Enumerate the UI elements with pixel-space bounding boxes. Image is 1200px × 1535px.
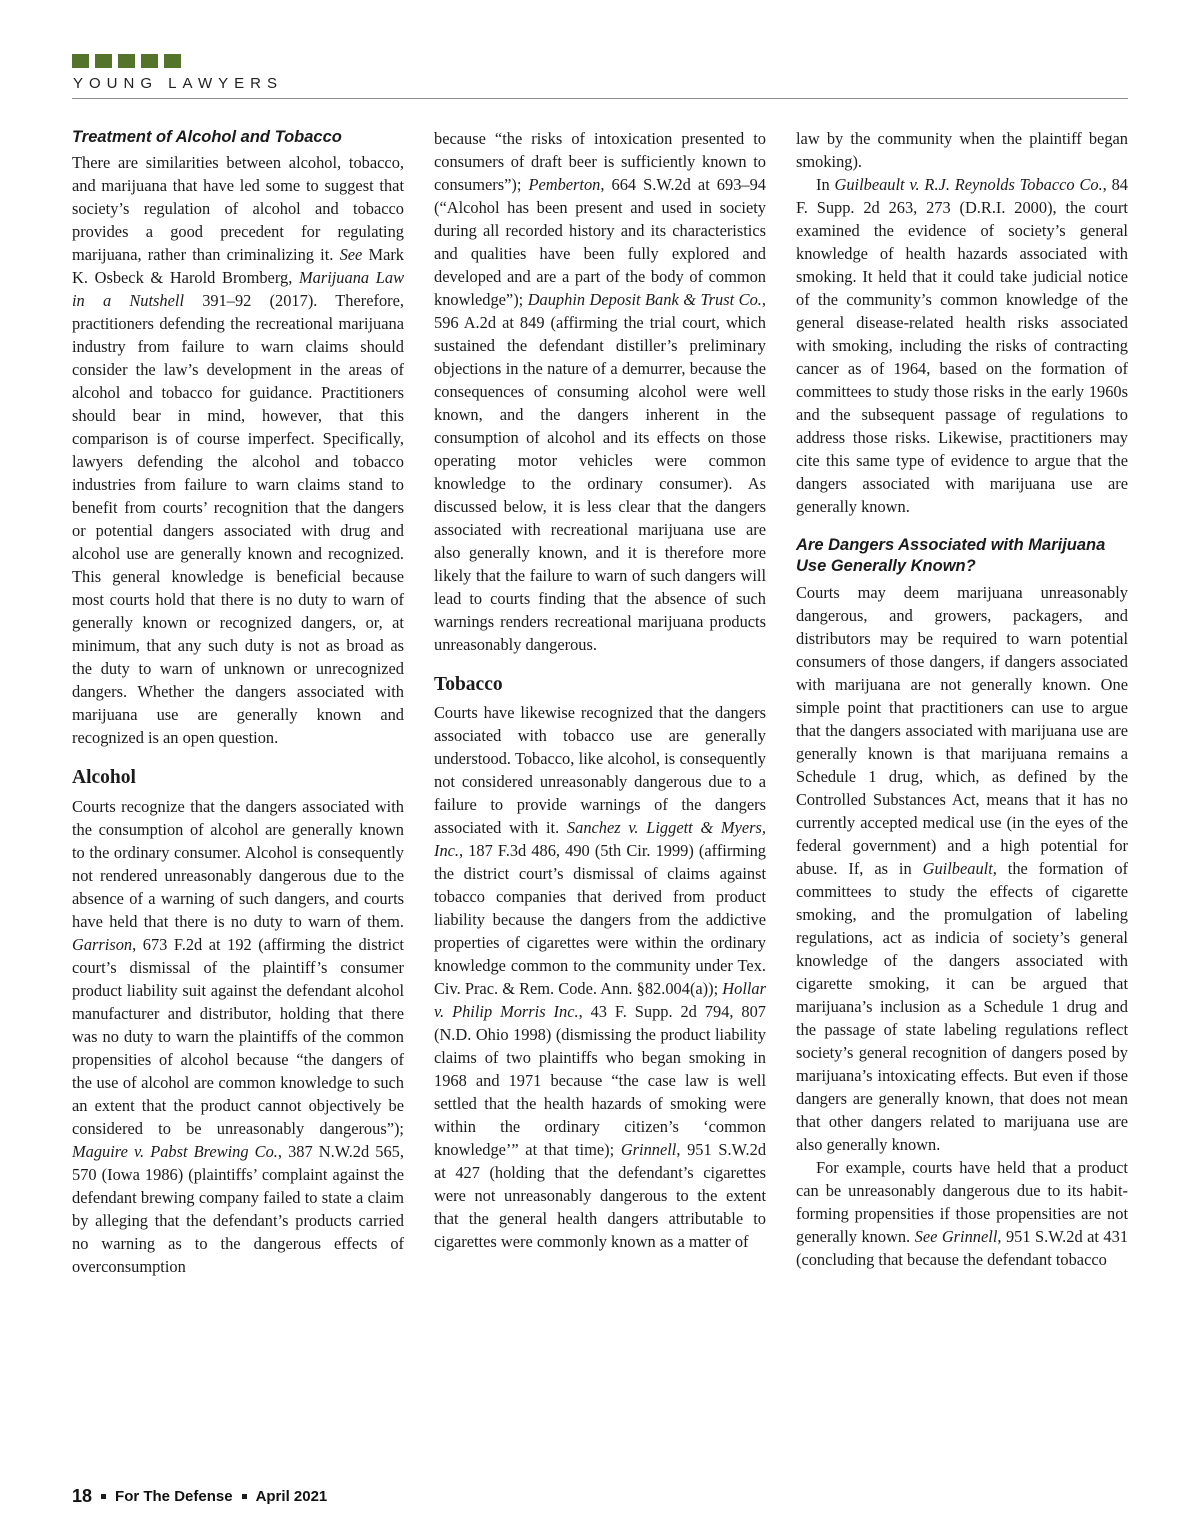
citation-text: Hollar v. Philip Morris Inc. (434, 979, 766, 1022)
article-body (72, 127, 1128, 1278)
green-square-icon (164, 54, 181, 68)
article-column-3 (796, 127, 1128, 1278)
article-column-1 (72, 127, 404, 1278)
green-square-icon (72, 54, 89, 68)
body-text: , 664 S.W.2d at 693–94 (“Alcohol has been present and used in society during all recorded history and its characteristics and qualities have been fully explored and developed and are a part of the body of common knowledge”); (434, 175, 766, 309)
body-text: 391–92 (2017). Therefore, practitioners defending the recreational marijuana industry from failure to warn claims should consider the law’s development in the areas of alcohol and tobacco for guidance. Practitioners should bear in mind, however, that this comparison is of course imperfect. Specifically, lawyers defending the alcohol and tobacco industries from failure to warn claims stand to benefit from courts’ recognition that the dangers or potential dangers associated with drug and alcohol use are generally known and recognized. This general knowledge is beneficial because most courts hold that there is no duty to warn of generally known or recognized dangers, or, at minimum, that any such duty is not as broad as the duty to warn of unknown or unrecognized dangers. Whether the dangers associated with marijuana use are generally known and recognized is an open question. (72, 291, 404, 748)
body-text: , 596 A.2d at 849 (affirming the trial court, which sustained the defendant distiller’s preliminary objections in the nature of a demurrer, because the consequences of consuming alcohol were well known, and the dangers inherent in the consumption of alcohol and its effects on those operating motor vehicles were common knowledge to the ordinary consumer). As discussed below, it is less clear that the dangers associated with recreational marijuana use are also generally known, and it is therefore more likely that the failure to warn of such dangers will lead to courts finding that the absence of such warnings renders recreational marijuana products unreasonably dangerous. (434, 290, 766, 654)
footer-square-bullet (101, 1494, 106, 1499)
body-text: , 387 N.W.2d 565, 570 (Iowa 1986) (plaintiffs’ complaint against the defendant brewing company failed to state a claim by alleging that the defendant’s products carried no warning as to the dangerous effects of overconsumption (72, 1141, 404, 1276)
citation-text: Guilbeault v. R.J. Reynolds Tobacco Co. (834, 175, 1103, 194)
article-paragraph (796, 581, 1128, 1156)
article-heading: Alcohol (72, 767, 136, 789)
citation-text: See Grinnell (914, 1226, 998, 1246)
magazine-title: For The Defense (115, 1488, 233, 1505)
body-text: Courts may deem marijuana unreasonably dangerous, and growers, packagers, and distributors may be required to warn potential consumers of those dangers, if dangers associated with marijuana are not generally known. One simple point that practitioners can use to argue that the dangers associated with marijuana use are generally known is that marijuana remains a Schedule 1 drug, which, as defined by the Controlled Substances Act, means that it has no currently accepted medical use (in the eyes of the federal government) and a high potential for abuse. If, as in (796, 582, 1128, 878)
green-square-icon (118, 54, 135, 68)
article-paragraph (72, 795, 404, 1278)
body-text: , 951 S.W.2d at 427 (holding that the defendant’s cigarettes were not unreasonably dangerous to the extent that the general health dangers attributable to cigarettes were commonly known as a matter of (434, 1140, 767, 1252)
header-rule (72, 98, 1128, 99)
body-text: Mark K. Osbeck & Harold Bromberg, (72, 245, 404, 288)
body-text: , 951 S.W.2d at 431 (concluding that because the defendant tobacco (796, 1226, 1129, 1269)
article-paragraph (434, 701, 766, 1253)
body-text: Courts have likewise recognized that the dangers associated with tobacco use are generally understood. Tobacco, like alcohol, is consequently not considered unreasonably dangerous due to a failure to provide warnings of the dangers associated with it. (434, 703, 766, 838)
body-text: because “the risks of intoxication presented to consumers of draft beer is sufficiently known to consumers”); (434, 129, 766, 194)
article-column-2 (434, 127, 766, 1278)
body-text: For example, courts have held that a product can be unreasonably dangerous due to its habit-forming propensities if those propensities are not generally known. (796, 1157, 1128, 1246)
article-paragraph (796, 127, 1128, 173)
citation-text: Grinnell (620, 1140, 677, 1160)
article-paragraph (434, 127, 766, 656)
citation-text: Dauphin Deposit Bank & Trust Co. (527, 290, 762, 309)
page-number: 18 (72, 1486, 93, 1506)
article-subheading: Treatment of Alcohol and Tobacco (72, 128, 342, 146)
article-paragraph (796, 1156, 1128, 1271)
citation-text: Sanchez v. Liggett & Myers, Inc. (434, 818, 766, 861)
body-text: , 673 F.2d at 192 (affirming the district court’s dismissal of the plaintiff’s consumer product liability suit against the defendant alcohol manufacturer and distributor, holding that there was no duty to warn the plaintiffs of the common propensities of alcohol because “the dangers of the use of alcohol are common knowledge to such an extent that the product cannot objectively be considered to be unreasonably dangerous”); (72, 934, 404, 1138)
section-title: YOUNG LAWYERS (73, 75, 283, 92)
citation-text: Maguire v. Pabst Brewing Co. (72, 1141, 278, 1161)
body-text: There are similarities between alcohol, tobacco, and marijuana that have led some to suggest that society’s regulation of alcohol and tobacco provides a good precedent for regulating marijuana, rather than criminalizing it. (72, 153, 404, 265)
footer-square-bullet (242, 1494, 247, 1499)
citation-text: Garrison (72, 934, 133, 954)
body-text: Courts recognize that the dangers associated with the consumption of alcohol are generally known to the ordinary consumer. Alcohol is consequently not rendered unreasonably dangerous due to the absence of a warning of such dangers, and courts have held that there is no duty to warn of them. (72, 796, 404, 931)
body-text: In (816, 175, 835, 194)
article-heading: Tobacco (434, 674, 503, 695)
body-text: , 43 F. Supp. 2d 794, 807 (N.D. Ohio 1998) (dismissing the product liability claims of two plaintiffs who began smoking in 1968 and 1971 because “the case law is well settled that the health hazards of smoking were within the ordinary citizen’s ‘common knowledge’” at that time); (434, 1002, 767, 1160)
article-subheading: Are Dangers Associated with Marijuana Use Generally Known? (796, 536, 1106, 576)
body-text: , 84 F. Supp. 2d 263, 273 (D.R.I. 2000), the court examined the evidence of society’s general knowledge of health hazards associated with smoking. It held that it could take judicial notice of the community’s common knowledge of the general disease-related health risks associated with smoking, including the risks of contracting cancer as of 1964, based on the formation of committees to study those risks in the early 1960s and the subsequent passage of regulations to address those risks. Likewise, practitioners may cite this same type of evidence to argue that the dangers associated with marijuana use are generally known. (796, 175, 1128, 516)
citation-text: Guilbeault (922, 858, 993, 878)
section-header (72, 54, 1128, 99)
issue-date: April 2021 (255, 1488, 328, 1505)
citation-text: Pemberton (528, 175, 601, 194)
body-text: , 187 F.3d 486, 490 (5th Cir. 1999) (affirming the district court’s dismissal of claims against tobacco companies that derived from product liability because the dangers from the addictive properties of cigarettes were within the ordinary knowledge common to the community under Tex. Civ. Prac. & Rem. Code. Ann. §82.004(a)); (434, 841, 766, 999)
article-paragraph (72, 151, 404, 749)
page-footer (72, 1486, 327, 1507)
body-text: , the formation of committees to study the effects of cigarette smoking, and the promulgation of labeling regulations, act as indicia of society’s general knowledge of the dangers associated with cigarette smoking, it can be argued that marijuana’s inclusion as a Schedule 1 drug and the passage of state labeling regulations reflect society’s general recognition of dangers posed by marijuana’s intoxicating effects. But even if those dangers are generally known, that does not mean that other dangers related to marijuana use are also generally known. (796, 858, 1129, 1154)
article-paragraph (796, 173, 1128, 518)
green-square-icon (95, 54, 112, 68)
body-text: law by the community when the plaintiff began smoking). (796, 129, 1128, 171)
citation-text: See (339, 245, 363, 265)
green-square-icon (141, 54, 158, 68)
section-squares-decoration (72, 54, 1128, 68)
citation-text: Marijuana Law in a Nutshell (72, 268, 404, 311)
